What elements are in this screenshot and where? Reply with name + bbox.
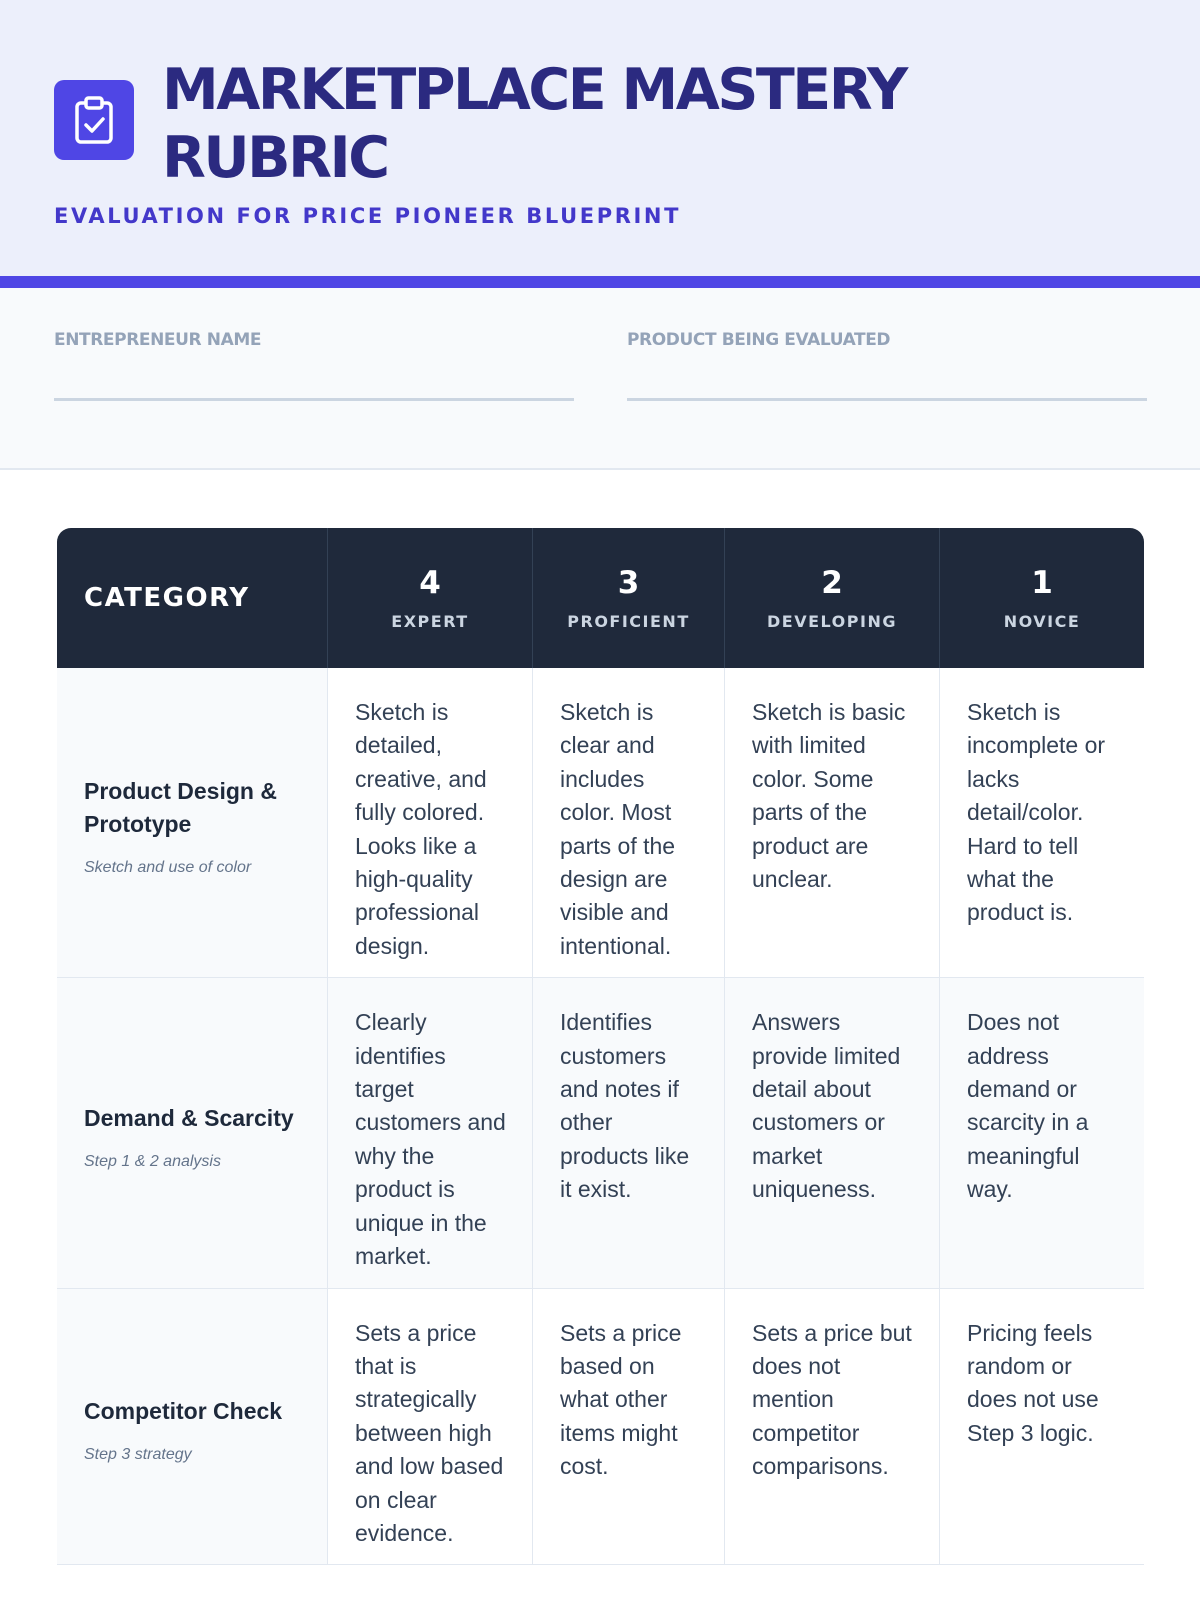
level-header: 3 PROFICIENT [533,528,725,668]
rubric-row [57,668,1144,978]
category-note: Step 3 strategy [84,1446,192,1464]
product-evaluated-field[interactable] [627,330,1147,401]
level-header: 4 EXPERT [328,528,533,668]
criteria-cell: Sets a price based on what other items might cost. [533,1289,725,1566]
entrepreneur-name-input-line[interactable] [54,398,574,401]
info-fields [0,288,1200,470]
category-note: Sketch and use of color [84,858,252,876]
criteria-cell: Sets a price but does not mention competitor comparisons. [725,1289,940,1566]
clipboard-check-icon [54,80,134,160]
entrepreneur-name-label: ENTREPRENEUR NAME [54,330,262,350]
criteria-cell: Sketch is clear and includes color. Most parts of the design are visible and intentional. [533,668,725,978]
category-name: Product Design & Prototype [84,777,277,837]
criteria-cell: Does not address demand or scarcity in a meaningful way. [940,978,1144,1288]
rubric-table [57,528,1144,1565]
criteria-cell: Pricing feels random or does not use Step 3 logic. [940,1289,1144,1566]
page-subtitle: EVALUATION FOR PRICE PIONEER BLUEPRINT [54,204,681,228]
category-cell [57,978,328,1288]
page-header [0,0,1200,288]
rubric-header-row [57,528,1144,668]
criteria-cell: Sketch is basic with limited color. Some parts of the product are unclear. [725,668,940,978]
rubric-row [57,1289,1144,1566]
criteria-cell: Clearly identifies target customers and why the product is unique in the market. [328,978,533,1288]
level-header: 2 DEVELOPING [725,528,940,668]
criteria-cell: Answers provide limited detail about customers or market uniqueness. [725,978,940,1288]
product-evaluated-label: PRODUCT BEING EVALUATED [627,330,891,350]
entrepreneur-name-field[interactable] [54,330,574,401]
criteria-cell: Sketch is detailed, creative, and fully colored. Looks like a high-quality professional design. [328,668,533,978]
category-name: Demand & Scarcity [84,1104,294,1131]
level-header: 1 NOVICE [940,528,1144,668]
product-evaluated-input-line[interactable] [627,398,1147,401]
criteria-cell: Identifies customers and notes if other products like it exist. [533,978,725,1288]
category-header: CATEGORY [57,528,328,668]
page-title: MARKETPLACE MASTERY RUBRIC [162,57,906,191]
category-name: Competitor Check [84,1398,283,1425]
rubric-row [57,978,1144,1288]
rubric-container [57,528,1144,1565]
category-note: Step 1 & 2 analysis [84,1152,221,1170]
category-cell [57,1289,328,1566]
category-cell [57,668,328,978]
criteria-cell: Sketch is incomplete or lacks detail/color. Hard to tell what the product is. [940,668,1144,978]
criteria-cell: Sets a price that is strategically between high and low based on clear evidence. [328,1289,533,1566]
